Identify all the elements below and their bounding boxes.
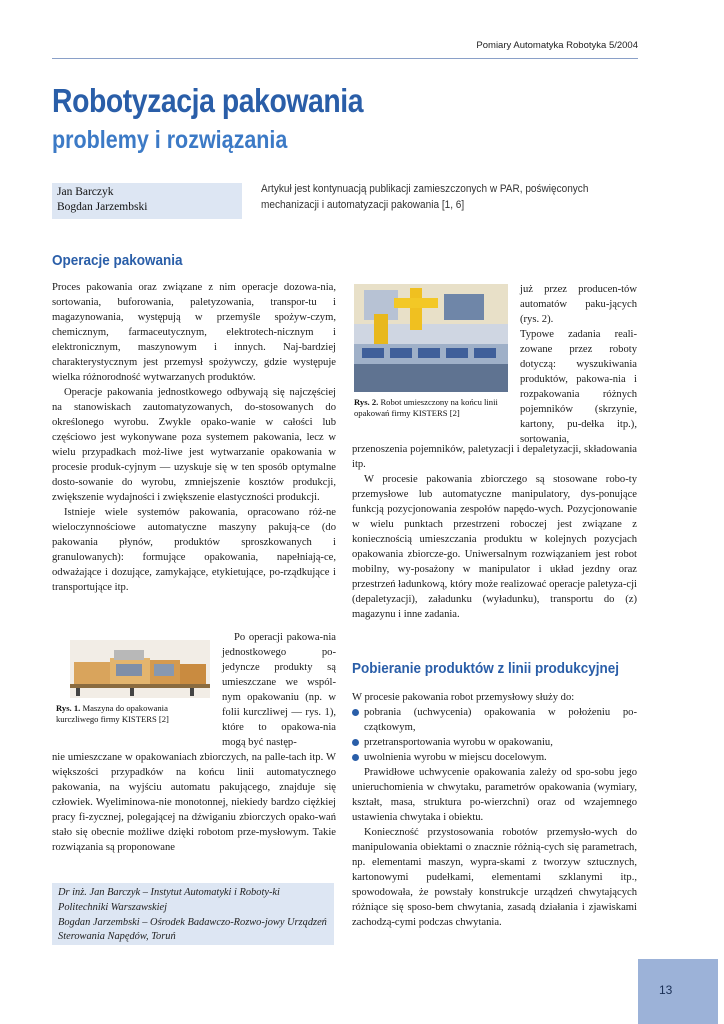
paragraph: Operacje pakowania jednostkowego odbywają się najczęściej na stanowiskach zautomatyzowanych, do-stosowanych do określonego wyrobu. Zwykle opako-wanie w całości lub częściowo jest wykonywane poza systemem pakowania, lecz w wielu przypadkach moż-liwe jest wytwarzanie opakowania w procesie produk-cyjnym — uzyskuje się w ten sposób optymalne dosto-sowanie do wyrobu, zmniejszenie kosztów produkcji, zwiększenie wydajności i zwiększenie elastyczności produkcji.	[52, 387, 336, 503]
page-number-tab	[638, 959, 718, 1024]
figure-label: Rys. 1.	[56, 703, 81, 713]
author-affiliations	[52, 883, 334, 945]
paragraph: nie umieszczane w opakowaniach zbiorczych, na palle-tach itp. W większości przypadków na końcu linii automatycznego pakowania, na wyjściu automatu pakującego, znajduje się człowiek. Wyeliminowa-nie monotonnej, niekiedy bardzo ciężkiej pracy fi-zycznej, polegającej na dźwiganiu zbiorczych opako-wań stało się obecnie możliwe dzięki robotom prze-mysłowym. Takie rozwiązania są proponowane	[52, 752, 336, 853]
list-item: przetransportowania wyrobu w opakowaniu,	[352, 735, 637, 750]
section-heading-operations: Operacje pakowania	[52, 252, 183, 269]
figure-1-image	[70, 640, 210, 698]
paragraph: Po operacji pakowa-nia jednostkowego po-jedyncze produkty są umieszczane we wspól-nym opakowaniu (np. w folii kurczliwej — rys. 1), które to opakowa-nia mogą być następ-	[222, 632, 336, 748]
paragraph: już przez producen-tów automatów paku-jących (rys. 2).	[520, 284, 637, 325]
left-column-text	[52, 280, 336, 595]
author-name: Bogdan Jarzembski	[57, 201, 148, 213]
right-column-text	[352, 442, 637, 622]
left-column-text-bottom	[52, 750, 336, 855]
paragraph: Proces pakowania oraz związane z nim operacje dozowa-nia, sortowania, buforowania, paletyzowania, transpor-tu i magazynowania, występują w przemyśle spożyw-czym, chemicznym, farmaceutycznym, elektrotech-nicznym i elektronicznym, maszynowym i innych. Naj-bardziej charakterystycznym jest przemysł spożywczy, gdzie występuje wielka różnorodność wytwarzanych produktów.	[52, 282, 336, 383]
figure-label: Rys. 2.	[354, 397, 379, 407]
paragraph: Typowe zadania reali-zowane przez roboty dotyczą: wyszukiwania produktów, pakowa-nia i rozpakowania różnych pojemników (skrzynie, kartony, pu-dełka itp.), sortowania,	[520, 329, 637, 445]
caption-text: Robot umieszczony na końcu linii opakowań firmy KISTERS [2]	[354, 397, 498, 418]
intro-text: Artykuł jest kontynuacją publikacji zamieszczonych w PAR, poświęconych mechanizacji i automatyzacji pakowania [1, 6]	[261, 183, 589, 211]
caption-text: Maszyna do opakowania kurczliwego firmy KISTERS [2]	[56, 703, 169, 724]
list-item: pobrania (uchwycenia) opakowania w położeniu po-czątkowym,	[352, 705, 637, 735]
left-column-text-wrap	[222, 630, 336, 750]
right-column-text-bottom	[352, 690, 637, 930]
journal-header: Pomiary Automatyka Robotyka 5/2004	[476, 40, 638, 51]
page-number: 13	[659, 983, 673, 997]
section-heading-picking: Pobieranie produktów z linii produkcyjnej	[352, 660, 620, 677]
affiliation: Bogdan Jarzembski – Ośrodek Badawczo-Rozwo-jowy Urządzeń Sterowania Napędów, Toruń	[58, 916, 327, 943]
packaging-machine-illustration	[70, 640, 210, 698]
affiliation: Dr inż. Jan Barczyk – Instytut Automatyki i Roboty-ki Politechniki Warszawskiej	[58, 887, 280, 913]
paragraph: przenoszenia pojemników, paletyzacji i depaletyzacji, składowania itp.	[352, 444, 637, 470]
figure-1-caption	[56, 703, 206, 724]
paragraph: Istnieje wiele systemów pakowania, opracowano róż-ne wieloczynnościowe automatyczne maszyny pakują-ce (do pakowania płynów, produktów sproszkowanych i granulowanych): formujące opakowania, napełniają-ce, odważające i dozujące, zamykające, etykietujące, po-rządkujące i transportujące itp.	[52, 507, 336, 593]
list-item: uwolnienia wyrobu w miejscu docelowym.	[352, 750, 637, 765]
paragraph: W procesie pakowania robot przemysłowy służy do:	[352, 692, 575, 703]
article-subtitle: problemy i rozwiązania	[52, 126, 288, 154]
header-rule	[52, 58, 638, 59]
paragraph: Konieczność przystosowania robotów przemysło-wych do manipulowania obiektami o znacznie różnią-cych się parametrach, np. elementami maszyn, wypra-skami z tworzyw sztucznych, kartonowymi pudełkami, elementami szklanymi itp., spowodowała, że powstały konstrukcje urządzeń chwytających różniące się sposo-bem chwytania, zasadą działania i zjawiskami zachodzą-cymi podczas chwytania.	[352, 827, 637, 928]
figure-2-image	[354, 284, 508, 392]
authors-box	[52, 183, 242, 219]
author-name: Jan Barczyk	[57, 186, 114, 198]
article-title: Robotyzacja pakowania	[52, 82, 364, 119]
paragraph: W procesie pakowania zbiorczego są stosowane robo-ty przemysłowe lub automatyczne manipulatory, dys-ponujące funkcją pozycjonowania zespołów napędo-wych. Pozycjonowanie w wielu punktach przestrzeni roboczej jest związane z koniecznością umieszczania produktu w kolejnych pozycjach opakowania zbiorcze-go. Uniwersalnym rozwiązaniem jest robot mobilny, wy-posażony w manipulator i układ jezdny oraz przestrzeń ładunkową, który może realizować operacje paletyza-cji (depaletyzacji), załadunku (wyładunku), transportu do (z) magazynu i inne zadania.	[352, 474, 637, 620]
paragraph: Prawidłowe uchwycenie opakowania zależy od spo-sobu jego unieruchomienia w chwytaku, parametrów opakowania (wymiary, kształt, masa, struktura po-wierzchni) oraz od wzajemnego ustawienia chwytaka i obiektu.	[352, 767, 637, 823]
figure-2-caption	[354, 397, 508, 418]
right-column-text-wrap	[520, 282, 637, 447]
robot-illustration	[354, 284, 508, 392]
bullet-list	[352, 705, 637, 765]
